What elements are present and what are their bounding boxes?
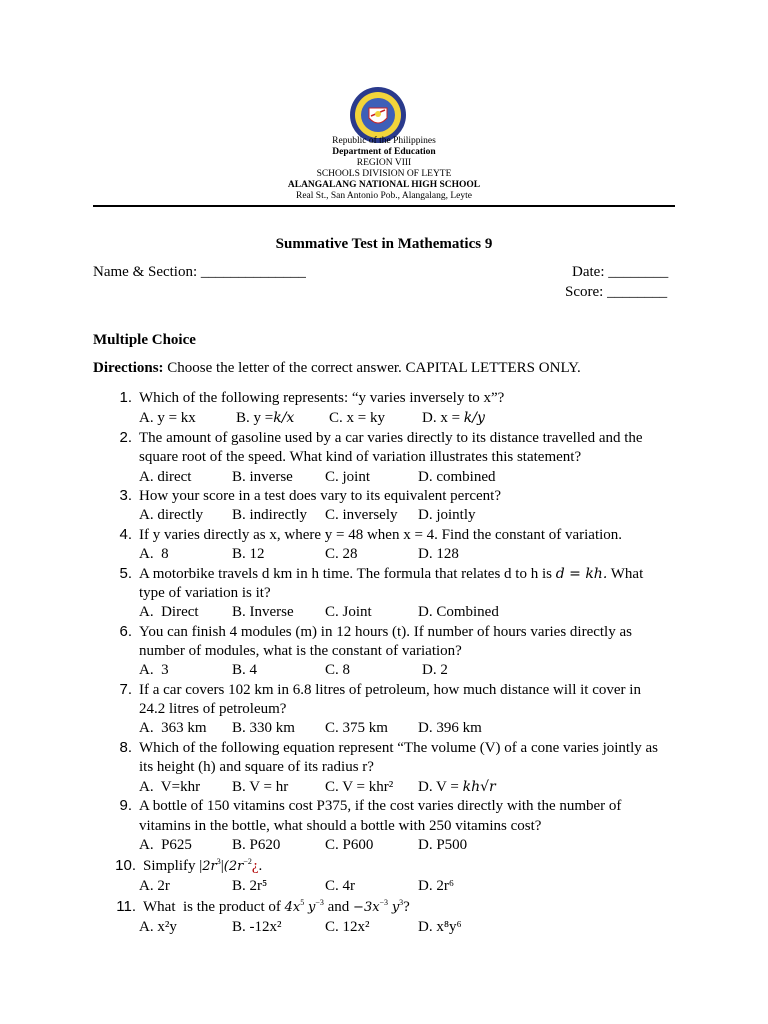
question-text-part: What is the product of: [143, 899, 281, 915]
option-d: D. 2r⁶: [418, 878, 455, 894]
option-c: C. P600: [325, 837, 374, 853]
option-a: A. 3: [139, 662, 169, 678]
question-text: vitamins in the bottle, what should a bottle with 250 vitamins cost?: [139, 818, 542, 834]
section-title: Multiple Choice: [93, 332, 196, 348]
name-section-field: Name & Section: ______________: [93, 264, 306, 280]
question-text-part: A motorbike travels d km in h time. The formula that relates d to h is: [139, 566, 552, 582]
math-term: 4x: [284, 900, 301, 915]
math-expression: $|2r^3|(2r^{-2}¿$.: [199, 857, 263, 874]
option-a: A. V=khr: [139, 779, 201, 795]
question-text-part: Simplify: [143, 858, 196, 874]
math-tail: ¿: [251, 858, 259, 874]
question-text: type of variation is it?: [139, 585, 271, 601]
question-number: 8.: [119, 739, 132, 756]
option-b: B. 4: [232, 662, 258, 678]
question-number: 2.: [119, 429, 132, 446]
question-text: How your score in a test does vary to its equivalent percent?: [139, 488, 501, 504]
question-text: A bottle of 150 vitamins cost P375, if the cost varies directly with the number of: [139, 798, 622, 814]
question-text: The amount of gasoline used by a car varies directly to its distance travelled and the: [139, 430, 643, 446]
math-term: (2r: [223, 859, 244, 874]
option-b: B. V = hr: [232, 779, 289, 795]
test-title: Summative Test in Mathematics 9: [275, 236, 493, 252]
option-c: C. 375 km: [325, 720, 388, 736]
header-republic: Republic of the Philippines: [332, 136, 436, 146]
math-expression: kh√r: [462, 779, 496, 795]
option-c: C. 8: [325, 662, 351, 678]
question-text: 24.2 litres of petroleum?: [139, 701, 287, 717]
option-c: C. 12x²: [325, 919, 370, 935]
option-c: C. x = ky: [329, 410, 385, 426]
option-d: D. Combined: [418, 604, 499, 620]
option-b: B. -12x²: [232, 919, 282, 935]
question-text: square root of the speed. What kind of variation illustrates this statement?: [139, 449, 582, 465]
directions-text: Choose the letter of the correct answer. CAPITAL LETTERS ONLY.: [163, 360, 581, 376]
question-text-part: What: [607, 566, 644, 582]
question-text: its height (h) and square of its radius r?: [139, 759, 374, 775]
math-term: y: [308, 900, 316, 915]
question-text: [143, 858, 262, 875]
question-text: If y varies directly as x, where y = 48 when x = 4. Find the constant of variation.: [139, 527, 623, 543]
option-d: D. 396 km: [418, 720, 482, 736]
option-d: [418, 779, 496, 796]
option-b: B. inverse: [232, 469, 293, 485]
math-exponent: 3: [399, 898, 404, 907]
option-d-label: D. V =: [418, 779, 459, 795]
option-b: B. indirectly: [232, 507, 307, 523]
option-b-label: B. y =: [236, 410, 274, 426]
question-text: Which of the following equation represent “The volume (V) of a cone varies jointly as: [139, 740, 658, 756]
header-divider: [93, 205, 675, 207]
option-b: B. 2r⁵: [232, 878, 268, 894]
option-d: D. 128: [418, 546, 459, 562]
question-number: 4.: [119, 526, 132, 543]
option-c: C. 4r: [325, 878, 355, 894]
header-department: Department of Education: [332, 147, 436, 157]
option-d: [422, 410, 485, 427]
question-number: 5.: [119, 565, 132, 582]
option-c: C. inversely: [325, 507, 398, 523]
math-expression: k/y: [463, 410, 485, 426]
option-b: B. Inverse: [232, 604, 294, 620]
math-exponent: −2: [243, 857, 252, 866]
directions: [93, 360, 581, 377]
math-exponent: −3: [379, 898, 389, 907]
option-a: A. 2r: [139, 878, 170, 894]
math-exponent: 5: [300, 898, 305, 907]
option-a: A. directly: [139, 507, 204, 523]
question-text: What is the product of $4x^5$ $y^{-3}$ and $-3x^{-3}$ $y^3$?: [143, 898, 410, 915]
option-c: C. Joint: [325, 604, 372, 620]
question-text: If a car covers 102 km in 6.8 litres of petroleum, how much distance will it cover in: [139, 682, 641, 698]
math-term: y: [391, 900, 400, 915]
option-c: C. V = khr²: [325, 779, 394, 795]
math-exponent: 3: [216, 857, 221, 866]
option-d: D. jointly: [418, 507, 476, 523]
question-number: 3.: [119, 487, 132, 504]
option-a: A. 363 km: [139, 720, 207, 736]
math-expression: k/x: [273, 410, 295, 426]
option-a: A. direct: [139, 469, 192, 485]
option-d: D. 2: [422, 662, 448, 678]
option-b: [236, 410, 294, 427]
option-a: A. P625: [139, 837, 192, 853]
question-number: 10.: [115, 857, 136, 874]
question-text: Which of the following represents: “y varies inversely to x”?: [139, 390, 505, 406]
option-a: A. y = kx: [139, 410, 196, 426]
date-field: Date: ________: [572, 264, 669, 280]
header-address: Real St., San Antonio Pob., Alangalang, Leyte: [296, 191, 472, 201]
option-b: B. 12: [232, 546, 265, 562]
option-d-label: D. x =: [422, 410, 461, 426]
question-number: 1.: [119, 389, 132, 406]
header-division: SCHOOLS DIVISION OF LEYTE: [316, 169, 452, 179]
directions-label: Directions:: [93, 360, 164, 376]
option-c: C. 28: [325, 546, 358, 562]
question-text: [139, 566, 643, 583]
question-number: 11.: [116, 898, 136, 915]
header-region: REGION VIII: [356, 158, 412, 168]
math-expression: d = kh.: [555, 566, 608, 582]
option-a: A. Direct: [139, 604, 199, 620]
option-d: D. x⁸y⁶: [418, 919, 462, 935]
option-a: A. x²y: [139, 919, 177, 935]
option-b: B. P620: [232, 837, 281, 853]
question-number: 6.: [119, 623, 132, 640]
option-d: D. combined: [418, 469, 496, 485]
question-text: number of modules, what is the constant of variation?: [139, 643, 462, 659]
math-exponent: −3: [315, 898, 324, 907]
question-number: 9.: [119, 797, 132, 814]
option-a: A. 8: [139, 546, 169, 562]
math-term: −3x: [353, 900, 380, 915]
question-text: You can finish 4 modules (m) in 12 hours (t). If number of hours varies directly as: [139, 624, 632, 640]
option-c: C. joint: [325, 469, 371, 485]
question-number: 7.: [119, 681, 132, 698]
score-field: Score: ________: [565, 284, 668, 300]
question-text-part: and: [327, 899, 350, 915]
option-d: D. P500: [418, 837, 468, 853]
math-term: 2r: [202, 859, 217, 874]
header-school: ALANGALANG NATIONAL HIGH SCHOOL: [287, 180, 481, 190]
option-b: B. 330 km: [232, 720, 295, 736]
